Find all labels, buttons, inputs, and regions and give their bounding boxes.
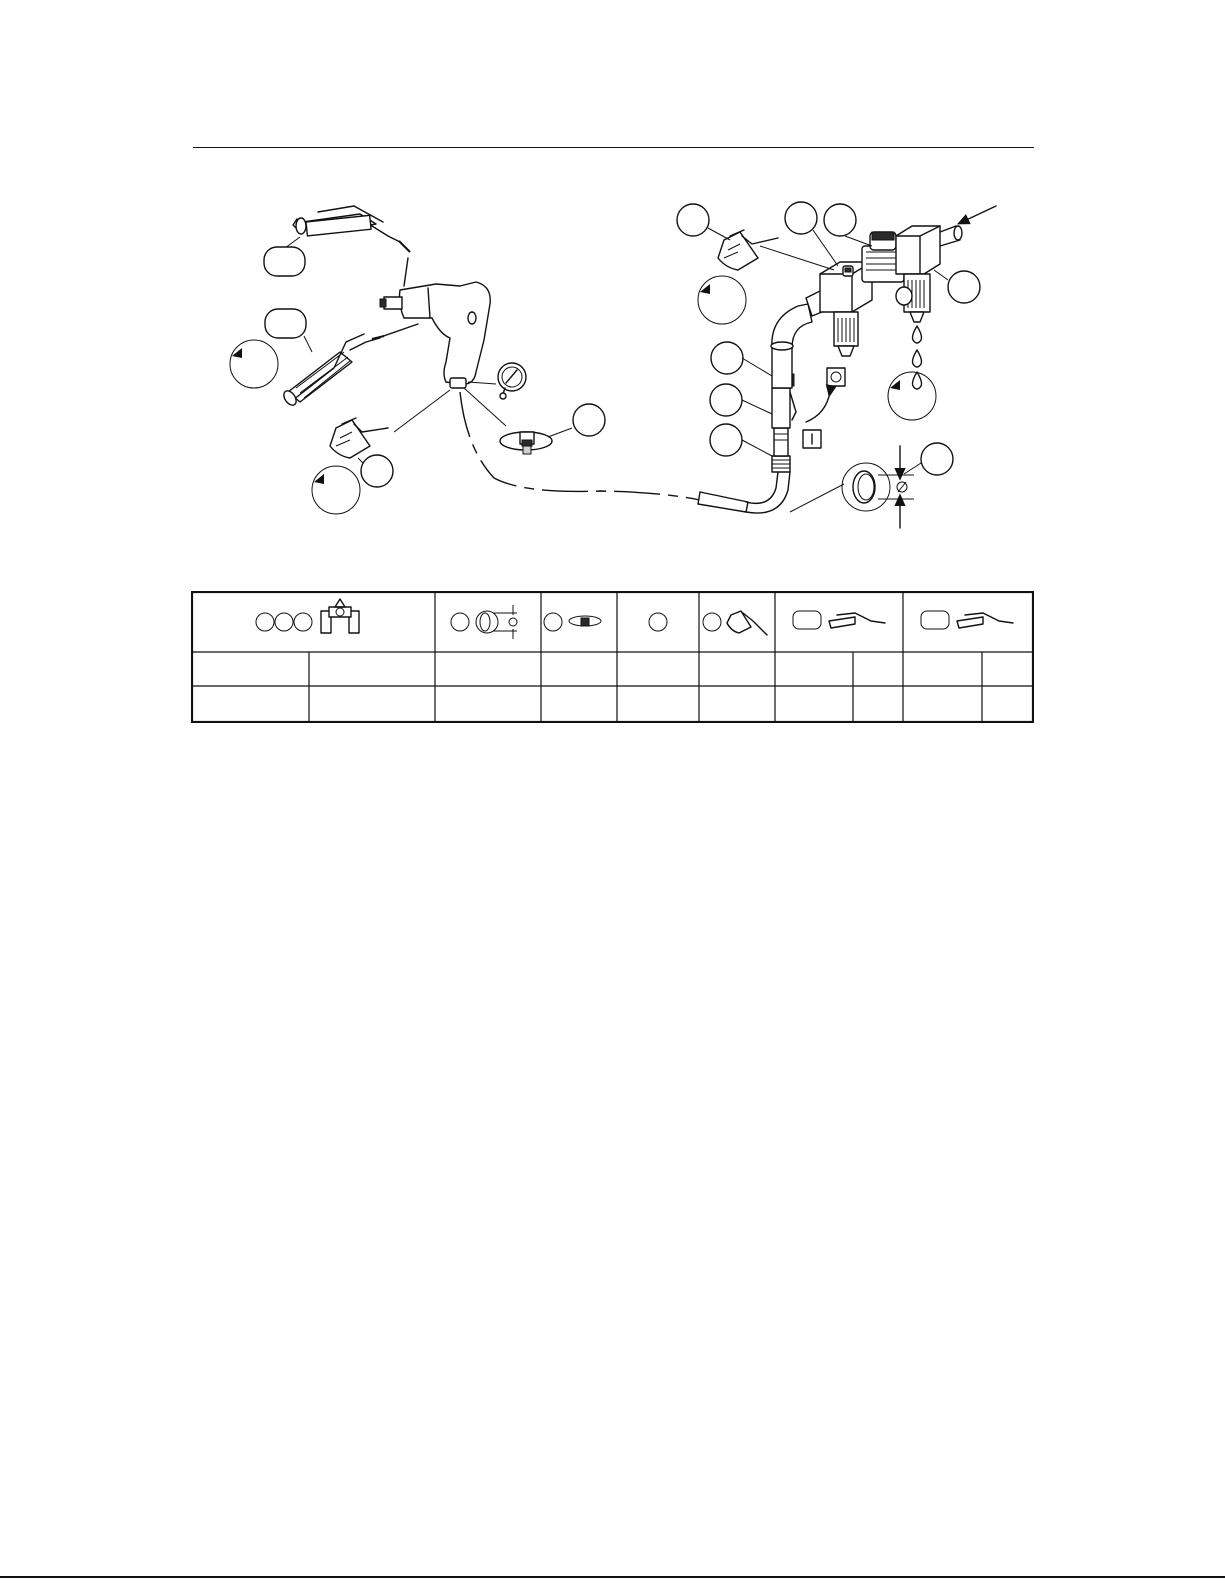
- leader-line: [742, 440, 772, 456]
- leader-line: [548, 428, 572, 437]
- cycle-arrow-icon: [230, 340, 278, 388]
- leader-line: [468, 382, 496, 384]
- header-frl-icon: [256, 599, 359, 633]
- leader-line: [845, 236, 872, 246]
- hose-diameter-icon: [842, 446, 914, 528]
- oil-can-right-icon: [718, 230, 778, 270]
- callout-bubble: [361, 455, 393, 487]
- valve-rotate-arrow: [806, 392, 830, 422]
- pressure-gauge-icon: [498, 363, 526, 399]
- callout-bubble: [921, 443, 953, 475]
- leader-line: [394, 390, 450, 432]
- lubricator-icon: [896, 226, 940, 322]
- leader-line: [760, 246, 834, 270]
- callout-bubble: [824, 204, 856, 236]
- air-in-arrow: [962, 206, 996, 222]
- grease-leader: [372, 324, 418, 340]
- grease-leader: [404, 258, 408, 286]
- callout-bubble: [265, 309, 306, 338]
- header-gauge-icon: [649, 613, 667, 631]
- hose-end-icon: [698, 492, 748, 512]
- callout-bubble: [785, 202, 817, 234]
- open-valve-symbol: [827, 368, 845, 386]
- maintenance-diagram: [0, 0, 1225, 560]
- callout-bubble: [711, 342, 743, 374]
- supply-hose-icon: [746, 472, 790, 513]
- maintenance-spec-table: [191, 591, 1034, 723]
- closed-valve-symbol: [803, 430, 821, 448]
- header-inlet-screen-icon: [544, 613, 601, 631]
- callout-bubble: [710, 424, 742, 456]
- quick-coupler-icon: [772, 428, 790, 472]
- leader-line: [742, 400, 772, 414]
- callout-bubble: [264, 247, 305, 276]
- cycle-arrow-icon: [312, 466, 360, 514]
- inlet-screen-icon: [500, 432, 552, 454]
- grease-gun-bottom-icon: [281, 334, 384, 407]
- header-grease-gun-icon: [921, 611, 1013, 629]
- cycle-arrow-icon: [698, 276, 746, 324]
- air-inlet-pipe-icon: [940, 226, 962, 246]
- leader-line: [904, 463, 921, 474]
- grease-gun-top-icon: [293, 206, 410, 252]
- callout-bubble: [710, 384, 742, 416]
- leader-line: [790, 484, 844, 512]
- leader-line: [304, 336, 312, 352]
- leader-line: [742, 358, 772, 376]
- oil-can-left-icon: [330, 418, 388, 458]
- cycle-arrow-icon: [888, 372, 936, 420]
- leader-line: [934, 270, 948, 280]
- footer-rule: [0, 1576, 1225, 1578]
- callout-bubble: [677, 204, 709, 236]
- drain-drops-icon: [913, 326, 922, 389]
- impact-wrench-icon: [380, 282, 490, 388]
- header-hose-diameter-icon: [451, 605, 517, 639]
- header-oil-can-icon: [703, 611, 767, 635]
- leader-line: [708, 228, 730, 240]
- leader-line: [464, 388, 506, 426]
- elbow-pipe-icon: [771, 304, 812, 388]
- callout-bubble: [948, 271, 980, 303]
- header-grease-gun-icon: [793, 611, 885, 629]
- callout-bubble: [573, 404, 605, 436]
